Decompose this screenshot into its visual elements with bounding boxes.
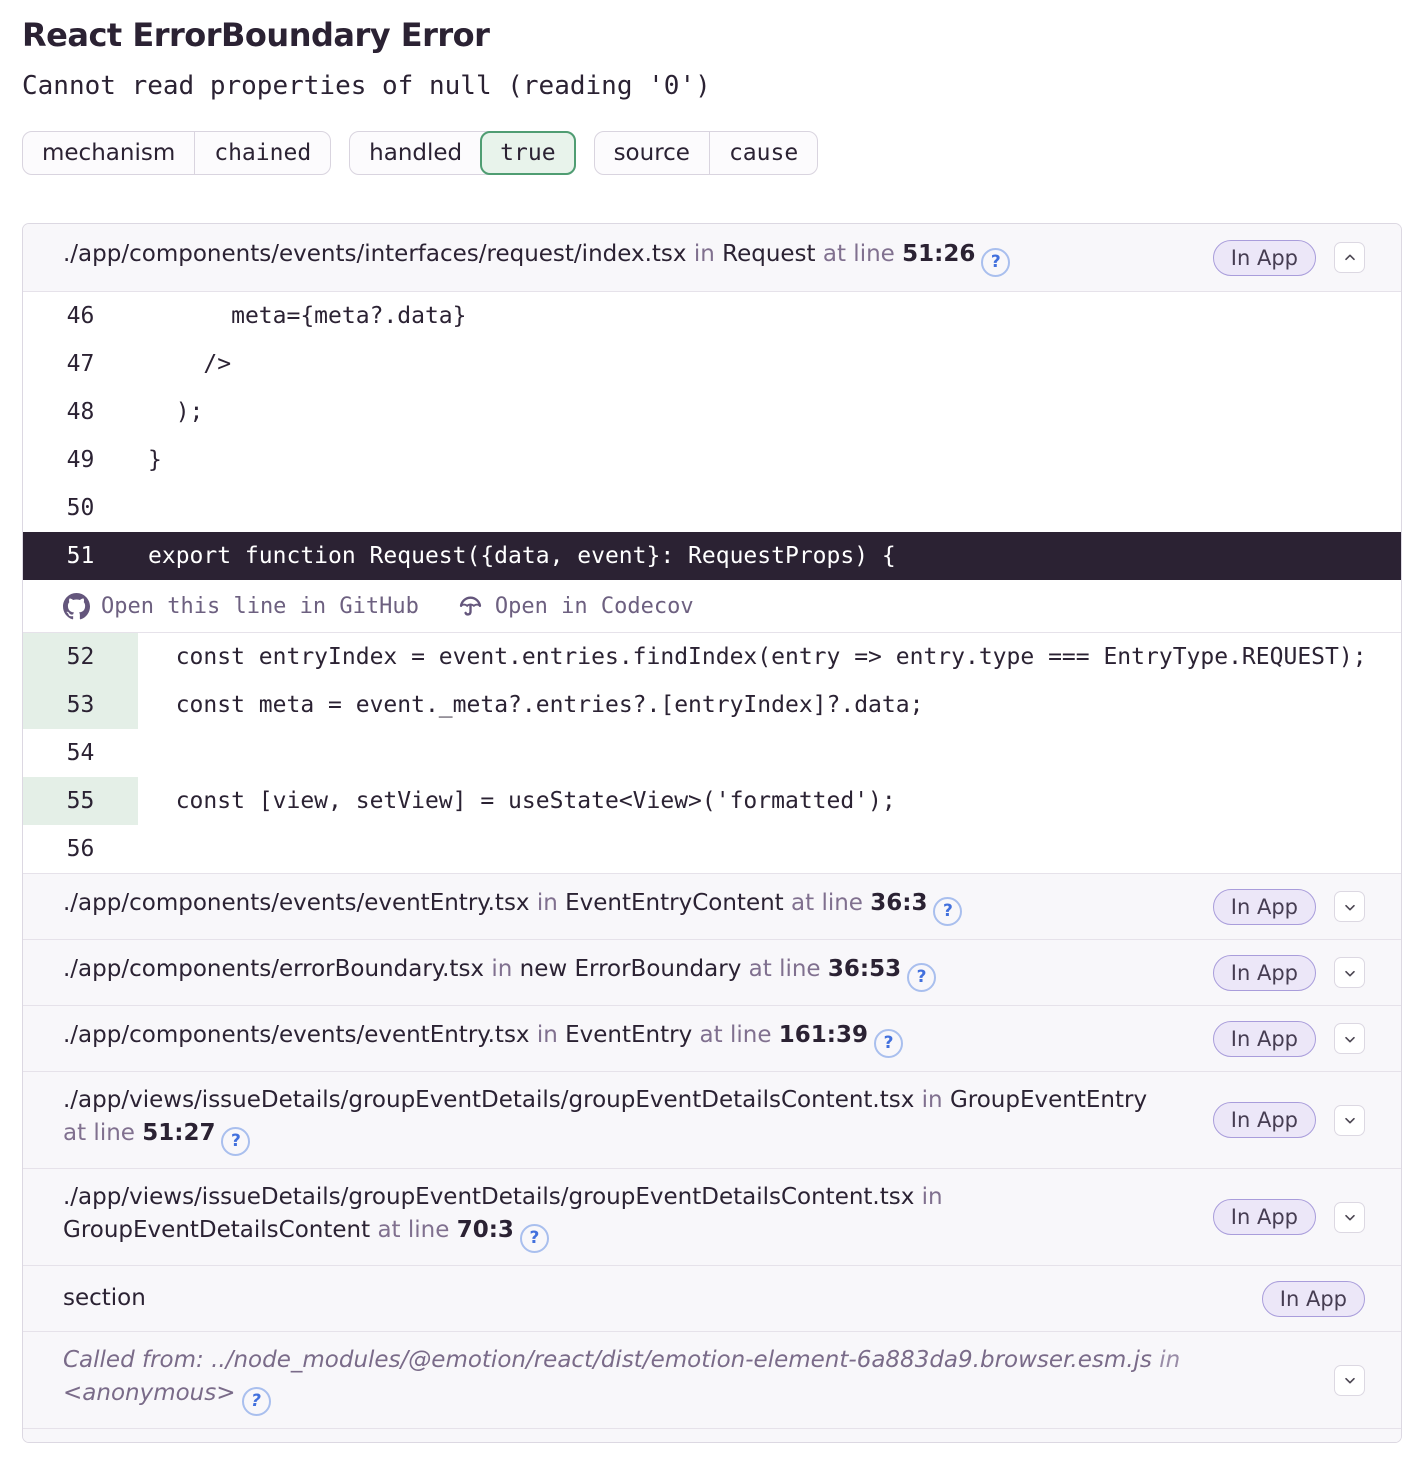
in-label: in: [536, 890, 558, 916]
codecov-link-label: Open in Codecov: [494, 593, 694, 619]
in-app-badge: In App: [1213, 1199, 1316, 1235]
line-source: />: [148, 351, 232, 377]
frame-title: [63, 1019, 1173, 1058]
line-number: 49: [66, 447, 95, 473]
line-number: 48: [66, 399, 95, 425]
line-number: 46: [66, 303, 95, 329]
expand-frame-button[interactable]: [1334, 1105, 1365, 1136]
github-icon: [63, 593, 90, 620]
line-source: [138, 825, 1401, 873]
page-title: React ErrorBoundary Error: [22, 16, 490, 54]
code-line: [23, 729, 1401, 777]
frame-title: [63, 953, 1173, 992]
frame-function: EventEntry: [565, 1022, 693, 1048]
stack-frame-expanded[interactable]: [23, 224, 1401, 292]
code-line: [23, 777, 1401, 825]
frame-path: ./app/components/events/interfaces/request/index.tsx: [63, 241, 687, 267]
chevron-up-icon: [1342, 250, 1358, 266]
in-label: in: [921, 1087, 943, 1113]
frame-title: [63, 1344, 1294, 1416]
line-source: meta={meta?.data}: [148, 303, 467, 329]
frame-function: section: [63, 1285, 146, 1311]
tag-value: true: [480, 131, 575, 175]
in-label: in: [536, 1022, 558, 1048]
chevron-down-icon: [1342, 965, 1358, 981]
tag-key: mechanism: [42, 140, 176, 166]
at-line-label: at line: [377, 1217, 450, 1243]
stack-frame[interactable]: [23, 1005, 1401, 1071]
tag-value: chained: [194, 132, 330, 174]
code-line-active: [23, 532, 1401, 580]
line-source: );: [148, 399, 204, 425]
codecov-icon: [457, 593, 484, 620]
open-in-codecov-link[interactable]: [457, 593, 694, 620]
in-app-badge: In App: [1213, 240, 1316, 276]
in-app-badge: In App: [1262, 1281, 1365, 1317]
code-context: [23, 292, 1401, 873]
at-line-label: at line: [699, 1022, 772, 1048]
chevron-down-icon: [1342, 899, 1358, 915]
stack-frame[interactable]: [23, 1168, 1401, 1265]
tag-key: source: [613, 140, 690, 166]
frame-function: GroupEventDetailsContent: [63, 1217, 371, 1243]
help-icon[interactable]: ?: [981, 248, 1010, 277]
at-line-label: at line: [791, 890, 863, 916]
in-label: in: [1159, 1347, 1181, 1373]
frame-title: [63, 1282, 1222, 1315]
line-source: const [view, setView] = useState<View>('formatted');: [148, 788, 896, 814]
chevron-down-icon: [1342, 1112, 1358, 1128]
stack-trace: [22, 223, 1402, 1443]
help-icon[interactable]: ?: [520, 1224, 549, 1253]
frame-title: [63, 238, 1173, 277]
error-message: Cannot read properties of null (reading '0'): [22, 71, 711, 101]
frame-path: ./app/views/issueDetails/groupEventDetails/groupEventDetailsContent.tsx: [63, 1184, 915, 1210]
line-number: 54: [66, 740, 95, 766]
frame-function: new ErrorBoundary: [519, 956, 742, 982]
code-line: [23, 484, 1401, 532]
line-number: 51: [66, 543, 95, 569]
frame-function: EventEntryContent: [565, 890, 784, 916]
line-number: 50: [66, 495, 95, 521]
line-source: const meta = event._meta?.entries?.[entryIndex]?.data;: [148, 692, 924, 718]
help-icon[interactable]: ?: [242, 1387, 271, 1416]
stack-frame-section[interactable]: [23, 1265, 1401, 1331]
stack-frame[interactable]: [23, 873, 1401, 939]
in-app-badge: In App: [1213, 889, 1316, 925]
frame-position: 36:3: [870, 890, 928, 916]
expand-frame-button[interactable]: [1334, 957, 1365, 988]
frame-position: 51:27: [142, 1120, 216, 1146]
help-icon[interactable]: ?: [933, 897, 962, 926]
frame-path: ../node_modules/@emotion/react/dist/emotion-element-6a883da9.browser.esm.js: [211, 1347, 1152, 1373]
frame-path: ./app/views/issueDetails/groupEventDetails/groupEventDetailsContent.tsx: [63, 1087, 915, 1113]
stack-frame[interactable]: [23, 1071, 1401, 1168]
chevron-down-icon: [1342, 1031, 1358, 1047]
line-number: 52: [23, 633, 138, 681]
line-source: [138, 484, 1401, 532]
tag-handled[interactable]: [349, 131, 575, 175]
code-line: [23, 633, 1401, 681]
code-line: [23, 681, 1401, 729]
expand-frame-button[interactable]: [1334, 1365, 1365, 1396]
stack-frame[interactable]: [23, 939, 1401, 1005]
frame-position: 70:3: [456, 1217, 514, 1243]
tag-key: handled: [369, 140, 463, 166]
chevron-down-icon: [1342, 1372, 1358, 1388]
expand-frame-button[interactable]: [1334, 891, 1365, 922]
next-frame-partial: [23, 1428, 1401, 1442]
called-from-label: Called from:: [63, 1347, 204, 1373]
line-source: [138, 729, 1401, 777]
in-label: in: [491, 956, 513, 982]
line-number: 56: [66, 836, 95, 862]
frame-position: 161:39: [778, 1022, 869, 1048]
open-in-github-link[interactable]: [63, 593, 419, 620]
frame-path: ./app/components/events/eventEntry.tsx: [63, 1022, 530, 1048]
in-label: in: [921, 1184, 943, 1210]
at-line-label: at line: [748, 956, 821, 982]
in-app-badge: In App: [1213, 1021, 1316, 1057]
frame-title: [63, 1181, 1173, 1253]
frame-function: <anonymous>: [63, 1380, 236, 1406]
help-icon[interactable]: ?: [874, 1029, 903, 1058]
help-icon[interactable]: ?: [907, 963, 936, 992]
in-app-badge: In App: [1213, 955, 1316, 991]
at-line-label: at line: [822, 241, 895, 267]
frame-actions: [23, 580, 1401, 633]
line-source: }: [148, 447, 162, 473]
tag-source[interactable]: [594, 131, 819, 175]
line-source: export function Request({data, event}: RequestProps) {: [148, 543, 896, 569]
expand-frame-button[interactable]: [1334, 1202, 1365, 1233]
frame-function: GroupEventEntry: [949, 1087, 1148, 1113]
code-line: [23, 340, 1401, 388]
chevron-down-icon: [1342, 1209, 1358, 1225]
frame-position: 36:53: [827, 956, 902, 982]
tag-mechanism[interactable]: [22, 131, 331, 175]
frame-title: [63, 887, 1173, 926]
github-link-label: Open this line in GitHub: [101, 593, 419, 619]
collapse-frame-button[interactable]: [1334, 242, 1365, 273]
tag-list: [22, 131, 1402, 175]
frame-path: ./app/components/events/eventEntry.tsx: [63, 890, 530, 916]
frame-function: Request: [722, 241, 816, 267]
code-line: [23, 292, 1401, 340]
in-app-badge: In App: [1213, 1102, 1316, 1138]
line-number: 47: [66, 351, 95, 377]
in-label: in: [693, 241, 715, 267]
at-line-label: at line: [63, 1120, 135, 1146]
code-line: [23, 388, 1401, 436]
frame-path: ./app/components/errorBoundary.tsx: [63, 956, 485, 982]
code-line: [23, 436, 1401, 484]
help-icon[interactable]: ?: [221, 1127, 250, 1156]
line-number: 55: [23, 777, 138, 825]
frame-title: [63, 1084, 1173, 1156]
code-line: [23, 825, 1401, 873]
line-source: const entryIndex = event.entries.findIndex(entry => entry.type === EntryType.REQUEST);: [148, 644, 1367, 670]
frame-position: 51:26: [902, 241, 976, 267]
line-number: 53: [23, 681, 138, 729]
tag-value: cause: [709, 132, 817, 174]
stack-frame-called-from[interactable]: [23, 1331, 1401, 1428]
expand-frame-button[interactable]: [1334, 1023, 1365, 1054]
